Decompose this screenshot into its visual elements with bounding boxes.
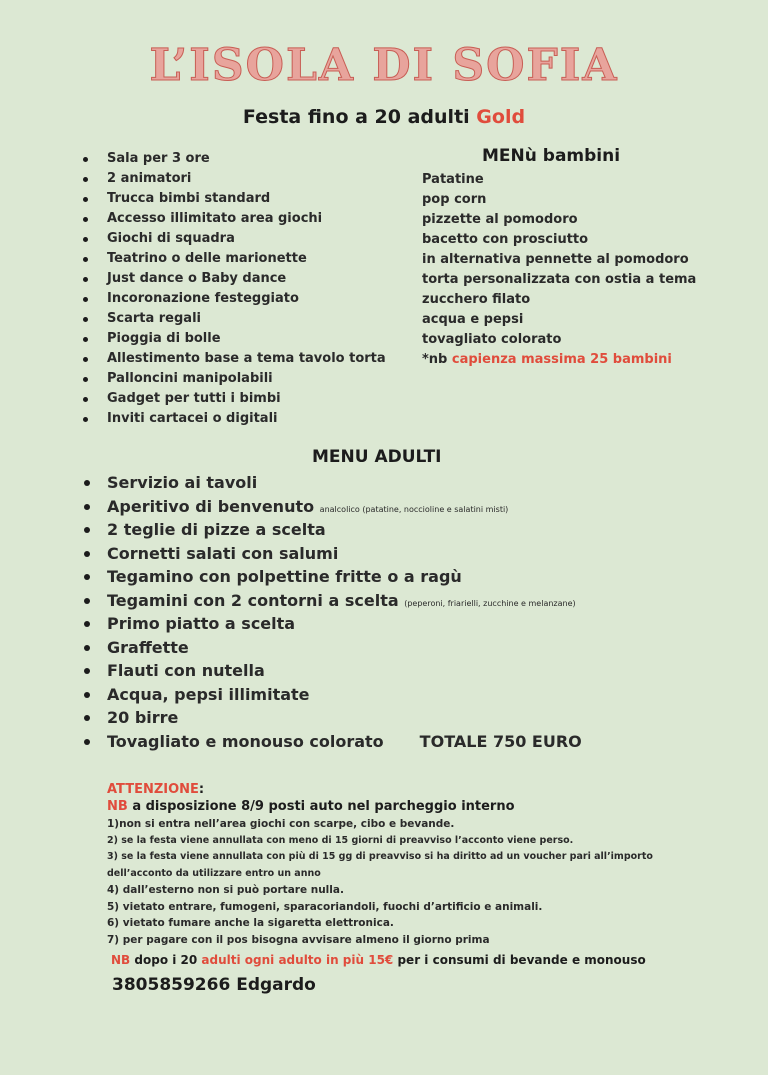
item-detail: analcolico (patatine, noccioline e salatini misti): [319, 504, 509, 514]
adult-menu-item: [107, 495, 582, 519]
subtitle-accent: Gold: [476, 106, 526, 128]
party-items-list: [107, 150, 386, 430]
kids-menu-item: zucchero filato: [422, 292, 531, 307]
adult-menu-item: [107, 730, 582, 754]
item-text: Tegamino con polpettine fritte o a ragù: [107, 567, 462, 586]
adult-menu-item: [107, 706, 582, 730]
nb2-text: dopo i 20: [134, 953, 198, 967]
adult-menu-item: [107, 612, 582, 636]
list-item: Accesso illimitato area giochi: [107, 210, 386, 230]
contact-phone: 3805859266 Edgardo: [112, 975, 316, 995]
kids-menu-item: acqua e pepsi: [422, 312, 524, 327]
nb2-label: NB: [111, 953, 131, 967]
rule-line: 6) vietato fumare anche la sigaretta elettronica.: [107, 917, 394, 929]
notes-section: [107, 781, 707, 998]
kids-menu-list: [422, 170, 696, 370]
nb2-text-end: per i consumi di bevande e monouso: [397, 953, 646, 967]
item-text: Cornetti salati con salumi: [107, 543, 339, 563]
list-item: Scarta regali: [107, 310, 386, 330]
rule-line: 1)non si entra nell’area giochi con scarpe, cibo e bevande.: [107, 818, 455, 830]
list-item: Teatrino o delle marionette: [107, 250, 386, 270]
attention-colon: :: [198, 782, 205, 797]
extra-adult-note: [111, 948, 707, 972]
list-item: Giochi di squadra: [107, 230, 386, 250]
kids-menu-title: MENù bambini: [482, 146, 621, 166]
capacity-note: [422, 350, 696, 370]
list-item: Allestimento base a tema tavolo torta: [107, 350, 386, 370]
adult-menu-item: [107, 659, 582, 683]
subtitle-text: Festa fino a 20 adulti: [242, 106, 470, 128]
kids-menu-item: torta personalizzata con ostia a tema: [422, 272, 697, 287]
list-item: Inviti cartacei o digitali: [107, 410, 386, 430]
total-price: TOTALE 750 EURO: [419, 731, 582, 751]
list-item: 2 animatori: [107, 170, 386, 190]
item-text: Tovagliato e monouso colorato: [107, 731, 384, 751]
list-item: Just dance o Baby dance: [107, 270, 386, 290]
adult-menu-item: [107, 683, 582, 707]
rule-line: 2) se la festa viene annullata con meno di 15 giorni di preavviso l’acconto viene perso.: [107, 834, 574, 846]
item-text: Servizio ai tavoli: [107, 473, 258, 492]
kids-menu-item: bacetto con prosciutto: [422, 232, 589, 247]
rule-line: 5) vietato entrare, fumogeni, sparacoriandoli, fuochi d’artificio e animali.: [107, 900, 543, 913]
rule-line: 3) se la festa viene annullata con più di 15 gg di preavviso si ha diritto ad un voucher pari all’importo dell’acconto da utilizzare entro un anno: [107, 851, 653, 879]
kids-menu-item: pop corn: [422, 192, 487, 207]
kids-menu-item: in alternativa pennette al pomodoro: [422, 252, 689, 267]
list-item: Sala per 3 ore: [107, 150, 386, 170]
kids-menu-item: tovagliato colorato: [422, 332, 562, 347]
adult-menu-title: MENU ADULTI: [312, 447, 442, 467]
attention-heading: [107, 781, 707, 798]
item-text: Flauti con nutella: [107, 661, 265, 680]
adult-menu-item: [107, 589, 582, 613]
list-item: Palloncini manipolabili: [107, 370, 386, 390]
nb-text: a disposizione 8/9 posti auto nel parcheggio interno: [132, 799, 515, 814]
item-detail: (peperoni, friarielli, zucchine e melanzane): [404, 598, 576, 608]
kids-menu-item: pizzette al pomodoro: [422, 212, 578, 227]
item-text: Aperitivo di benvenuto: [107, 496, 315, 516]
item-text: Tegamini con 2 contorni a scelta: [107, 590, 399, 610]
adult-menu-item: [107, 471, 582, 495]
nb2-red-text: adulti ogni adulto in più 15€: [201, 953, 394, 967]
adult-menu-list: [107, 471, 582, 753]
item-text: 20 birre: [107, 708, 179, 727]
page-subtitle: [0, 106, 768, 128]
list-item: Trucca bimbi standard: [107, 190, 386, 210]
item-text: Graffette: [107, 637, 189, 657]
adult-menu-item: [107, 518, 582, 542]
capacity-note-prefix: *nb: [422, 352, 448, 367]
item-text: Acqua, pepsi illimitate: [107, 684, 310, 704]
item-text: Primo piatto a scelta: [107, 614, 296, 633]
adult-menu-item: [107, 636, 582, 660]
adult-menu-item: [107, 542, 582, 566]
adult-menu-item: [107, 565, 582, 589]
list-item: Incoronazione festeggiato: [107, 290, 386, 310]
rule-line: 7) per pagare con il pos bisogna avvisare almeno il giorno prima: [107, 933, 490, 946]
rule-line: 4) dall’esterno non si può portare nulla.: [107, 884, 344, 896]
list-item: Pioggia di bolle: [107, 330, 386, 350]
page-title: L’ISOLA DI SOFIA: [149, 40, 619, 91]
list-item: Gadget per tutti i bimbi: [107, 390, 386, 410]
capacity-note-text: capienza massima 25 bambini: [451, 352, 672, 367]
item-text: 2 teglie di pizze a scelta: [107, 520, 326, 539]
parking-note: [107, 798, 707, 816]
nb-label: NB: [107, 799, 128, 814]
attention-label: ATTENZIONE: [107, 782, 199, 797]
kids-menu-item: Patatine: [422, 172, 484, 187]
